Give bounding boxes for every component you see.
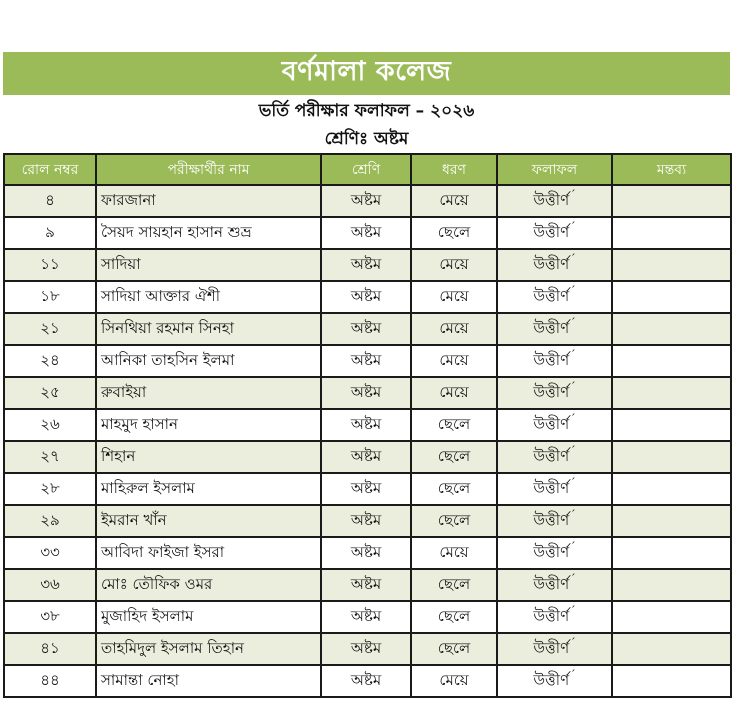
- result-cell: [497, 313, 612, 345]
- result-text: [533, 573, 575, 598]
- roll-cell: ৪৪: [4, 665, 96, 697]
- gender-cell: ছেলে: [411, 217, 497, 249]
- roll-cell: ৪: [4, 185, 96, 217]
- result-text: [533, 189, 575, 214]
- column-header-roll: রোল নম্বর: [4, 154, 96, 185]
- result-cell: [497, 505, 612, 537]
- table-row: [4, 441, 731, 473]
- name-cell: সাদিয়া: [96, 249, 321, 281]
- reph-mark-icon: ´: [570, 635, 576, 649]
- name-cell: তাহমিদুল ইসলাম তিহান: [96, 633, 321, 665]
- roll-cell: ১৮: [4, 281, 96, 313]
- name-cell: সামান্তা নোহা: [96, 665, 321, 697]
- remark-cell: [612, 313, 731, 345]
- roll-cell: ২৭: [4, 441, 96, 473]
- roll-cell: ২১: [4, 313, 96, 345]
- gender-cell: ছেলে: [411, 569, 497, 601]
- remark-cell: [612, 505, 731, 537]
- result-cell: [497, 537, 612, 569]
- class-cell: অষ্টম: [321, 185, 411, 217]
- gender-cell: মেয়ে: [411, 281, 497, 313]
- name-cell: রুবাইয়া: [96, 377, 321, 409]
- result-label: উত্তীর্ণ: [533, 574, 570, 593]
- gender-cell: মেয়ে: [411, 313, 497, 345]
- table-row: [4, 345, 731, 377]
- result-text: [533, 381, 575, 406]
- remark-cell: [612, 377, 731, 409]
- roll-cell: ১১: [4, 249, 96, 281]
- result-text: [533, 477, 575, 502]
- name-cell: সাদিয়া আক্তার ঐশী: [96, 281, 321, 313]
- result-label: উত্তীর্ণ: [533, 382, 570, 401]
- table-row: [4, 505, 731, 537]
- result-label: উত্তীর্ণ: [533, 318, 570, 337]
- remark-cell: [612, 249, 731, 281]
- name-cell: আবিদা ফাইজা ইসরা: [96, 537, 321, 569]
- class-cell: অষ্টম: [321, 569, 411, 601]
- class-cell: অষ্টম: [321, 281, 411, 313]
- result-cell: [497, 249, 612, 281]
- remark-cell: [612, 217, 731, 249]
- college-title-banner: [3, 52, 730, 95]
- remark-cell: [612, 633, 731, 665]
- table-row: [4, 665, 731, 697]
- roll-cell: ২৫: [4, 377, 96, 409]
- remark-cell: [612, 345, 731, 377]
- result-label: উত্তীর্ণ: [533, 670, 570, 689]
- result-label: উত্তীর্ণ: [533, 542, 570, 561]
- result-label: উত্তীর্ণ: [533, 254, 570, 273]
- table-header-row: [4, 154, 731, 185]
- reph-mark-icon: ´: [570, 411, 576, 425]
- gender-cell: মেয়ে: [411, 665, 497, 697]
- table-row: [4, 249, 731, 281]
- reph-mark-icon: ´: [570, 251, 576, 265]
- result-text: [533, 349, 575, 374]
- class-cell: অষ্টম: [321, 537, 411, 569]
- result-label: উত্তীর্ণ: [533, 190, 570, 209]
- table-row: [4, 185, 731, 217]
- table-row: [4, 601, 731, 633]
- result-cell: [497, 281, 612, 313]
- name-cell: ইমরান খাঁন: [96, 505, 321, 537]
- results-table: [3, 153, 732, 698]
- college-title: বর্ণমালা কলেজ: [281, 56, 452, 87]
- remark-cell: [612, 665, 731, 697]
- table-row: [4, 281, 731, 313]
- reph-mark-icon: ´: [570, 475, 576, 489]
- result-text: [533, 605, 575, 630]
- table-row: [4, 537, 731, 569]
- remark-cell: [612, 601, 731, 633]
- class-cell: অষ্টম: [321, 441, 411, 473]
- reph-mark-icon: ´: [570, 283, 576, 297]
- result-text: [533, 285, 575, 310]
- name-cell: মাহমুদ হাসান: [96, 409, 321, 441]
- result-cell: [497, 441, 612, 473]
- gender-cell: ছেলে: [411, 409, 497, 441]
- result-label: উত্তীর্ণ: [533, 478, 570, 497]
- result-text: [533, 317, 575, 342]
- gender-cell: মেয়ে: [411, 537, 497, 569]
- result-text: [533, 445, 575, 470]
- reph-mark-icon: ´: [570, 187, 576, 201]
- reph-mark-icon: ´: [570, 315, 576, 329]
- result-text: [533, 221, 575, 246]
- roll-cell: ৩৩: [4, 537, 96, 569]
- gender-cell: ছেলে: [411, 473, 497, 505]
- gender-cell: ছেলে: [411, 505, 497, 537]
- roll-cell: ৯: [4, 217, 96, 249]
- table-row: [4, 473, 731, 505]
- result-cell: [497, 473, 612, 505]
- roll-cell: ৩৮: [4, 601, 96, 633]
- name-cell: আনিকা তাহসিন ইলমা: [96, 345, 321, 377]
- table-row: [4, 377, 731, 409]
- result-text: [533, 253, 575, 278]
- reph-mark-icon: ´: [570, 539, 576, 553]
- column-header-name: পরীক্ষার্থীর নাম: [96, 154, 321, 185]
- gender-cell: ছেলে: [411, 601, 497, 633]
- column-header-class: শ্রেণি: [321, 154, 411, 185]
- roll-cell: ২৮: [4, 473, 96, 505]
- result-cell: [497, 185, 612, 217]
- remark-cell: [612, 537, 731, 569]
- class-cell: অষ্টম: [321, 377, 411, 409]
- result-text: [533, 541, 575, 566]
- column-header-gender: ধরণ: [411, 154, 497, 185]
- name-cell: মোঃ তৌফিক ওমর: [96, 569, 321, 601]
- class-cell: অষ্টম: [321, 409, 411, 441]
- remark-cell: [612, 281, 731, 313]
- reph-mark-icon: ´: [570, 571, 576, 585]
- roll-cell: ৪১: [4, 633, 96, 665]
- name-cell: সিনথিয়া রহমান সিনহা: [96, 313, 321, 345]
- roll-cell: ৩৬: [4, 569, 96, 601]
- table-row: [4, 409, 731, 441]
- column-header-remark: মন্তব্য: [612, 154, 731, 185]
- name-cell: মুজাহিদ ইসলাম: [96, 601, 321, 633]
- result-cell: [497, 633, 612, 665]
- name-cell: ফারজানা: [96, 185, 321, 217]
- remark-cell: [612, 409, 731, 441]
- result-cell: [497, 345, 612, 377]
- roll-cell: ২৬: [4, 409, 96, 441]
- result-cell: [497, 217, 612, 249]
- reph-mark-icon: ´: [570, 507, 576, 521]
- result-text: [533, 413, 575, 438]
- result-cell: [497, 601, 612, 633]
- reph-mark-icon: ´: [570, 219, 576, 233]
- result-label: উত্তীর্ণ: [533, 286, 570, 305]
- gender-cell: ছেলে: [411, 633, 497, 665]
- name-cell: মাহিরুল ইসলাম: [96, 473, 321, 505]
- result-label: উত্তীর্ণ: [533, 638, 570, 657]
- table-row: [4, 633, 731, 665]
- exam-result-subtitle: ভর্তি পরীক্ষার ফলাফল – ২০২৬: [258, 101, 475, 121]
- gender-cell: ছেলে: [411, 441, 497, 473]
- remark-cell: [612, 569, 731, 601]
- remark-cell: [612, 441, 731, 473]
- table-row: [4, 217, 731, 249]
- roll-cell: ২৪: [4, 345, 96, 377]
- column-header-result: ফলাফল: [497, 154, 612, 185]
- result-cell: [497, 409, 612, 441]
- class-label: শ্রেণিঃ অষ্টম: [324, 129, 409, 149]
- result-label: উত্তীর্ণ: [533, 350, 570, 369]
- gender-cell: মেয়ে: [411, 377, 497, 409]
- reph-mark-icon: ´: [570, 379, 576, 393]
- result-text: [533, 509, 575, 534]
- result-text: [533, 669, 575, 694]
- class-cell: অষ্টম: [321, 473, 411, 505]
- reph-mark-icon: ´: [570, 603, 576, 617]
- class-cell: অষ্টম: [321, 633, 411, 665]
- gender-cell: মেয়ে: [411, 185, 497, 217]
- table-row: [4, 569, 731, 601]
- result-cell: [497, 569, 612, 601]
- gender-cell: মেয়ে: [411, 345, 497, 377]
- remark-cell: [612, 185, 731, 217]
- class-cell: অষ্টম: [321, 217, 411, 249]
- result-cell: [497, 665, 612, 697]
- name-cell: শিহান: [96, 441, 321, 473]
- reph-mark-icon: ´: [570, 347, 576, 361]
- name-cell: সৈয়দ সায়হান হাসান শুভ্র: [96, 217, 321, 249]
- class-cell: অষ্টম: [321, 601, 411, 633]
- result-label: উত্তীর্ণ: [533, 222, 570, 241]
- result-label: উত্তীর্ণ: [533, 446, 570, 465]
- class-cell: অষ্টম: [321, 345, 411, 377]
- class-cell: অষ্টম: [321, 249, 411, 281]
- roll-cell: ২৯: [4, 505, 96, 537]
- result-text: [533, 637, 575, 662]
- remark-cell: [612, 473, 731, 505]
- results-table-body: [4, 185, 731, 697]
- result-cell: [497, 377, 612, 409]
- result-label: উত্তীর্ণ: [533, 510, 570, 529]
- reph-mark-icon: ´: [570, 443, 576, 457]
- gender-cell: মেয়ে: [411, 249, 497, 281]
- table-row: [4, 313, 731, 345]
- class-cell: অষ্টম: [321, 313, 411, 345]
- reph-mark-icon: ´: [570, 667, 576, 681]
- result-label: উত্তীর্ণ: [533, 414, 570, 433]
- class-cell: অষ্টম: [321, 505, 411, 537]
- result-label: উত্তীর্ণ: [533, 606, 570, 625]
- class-cell: অষ্টম: [321, 665, 411, 697]
